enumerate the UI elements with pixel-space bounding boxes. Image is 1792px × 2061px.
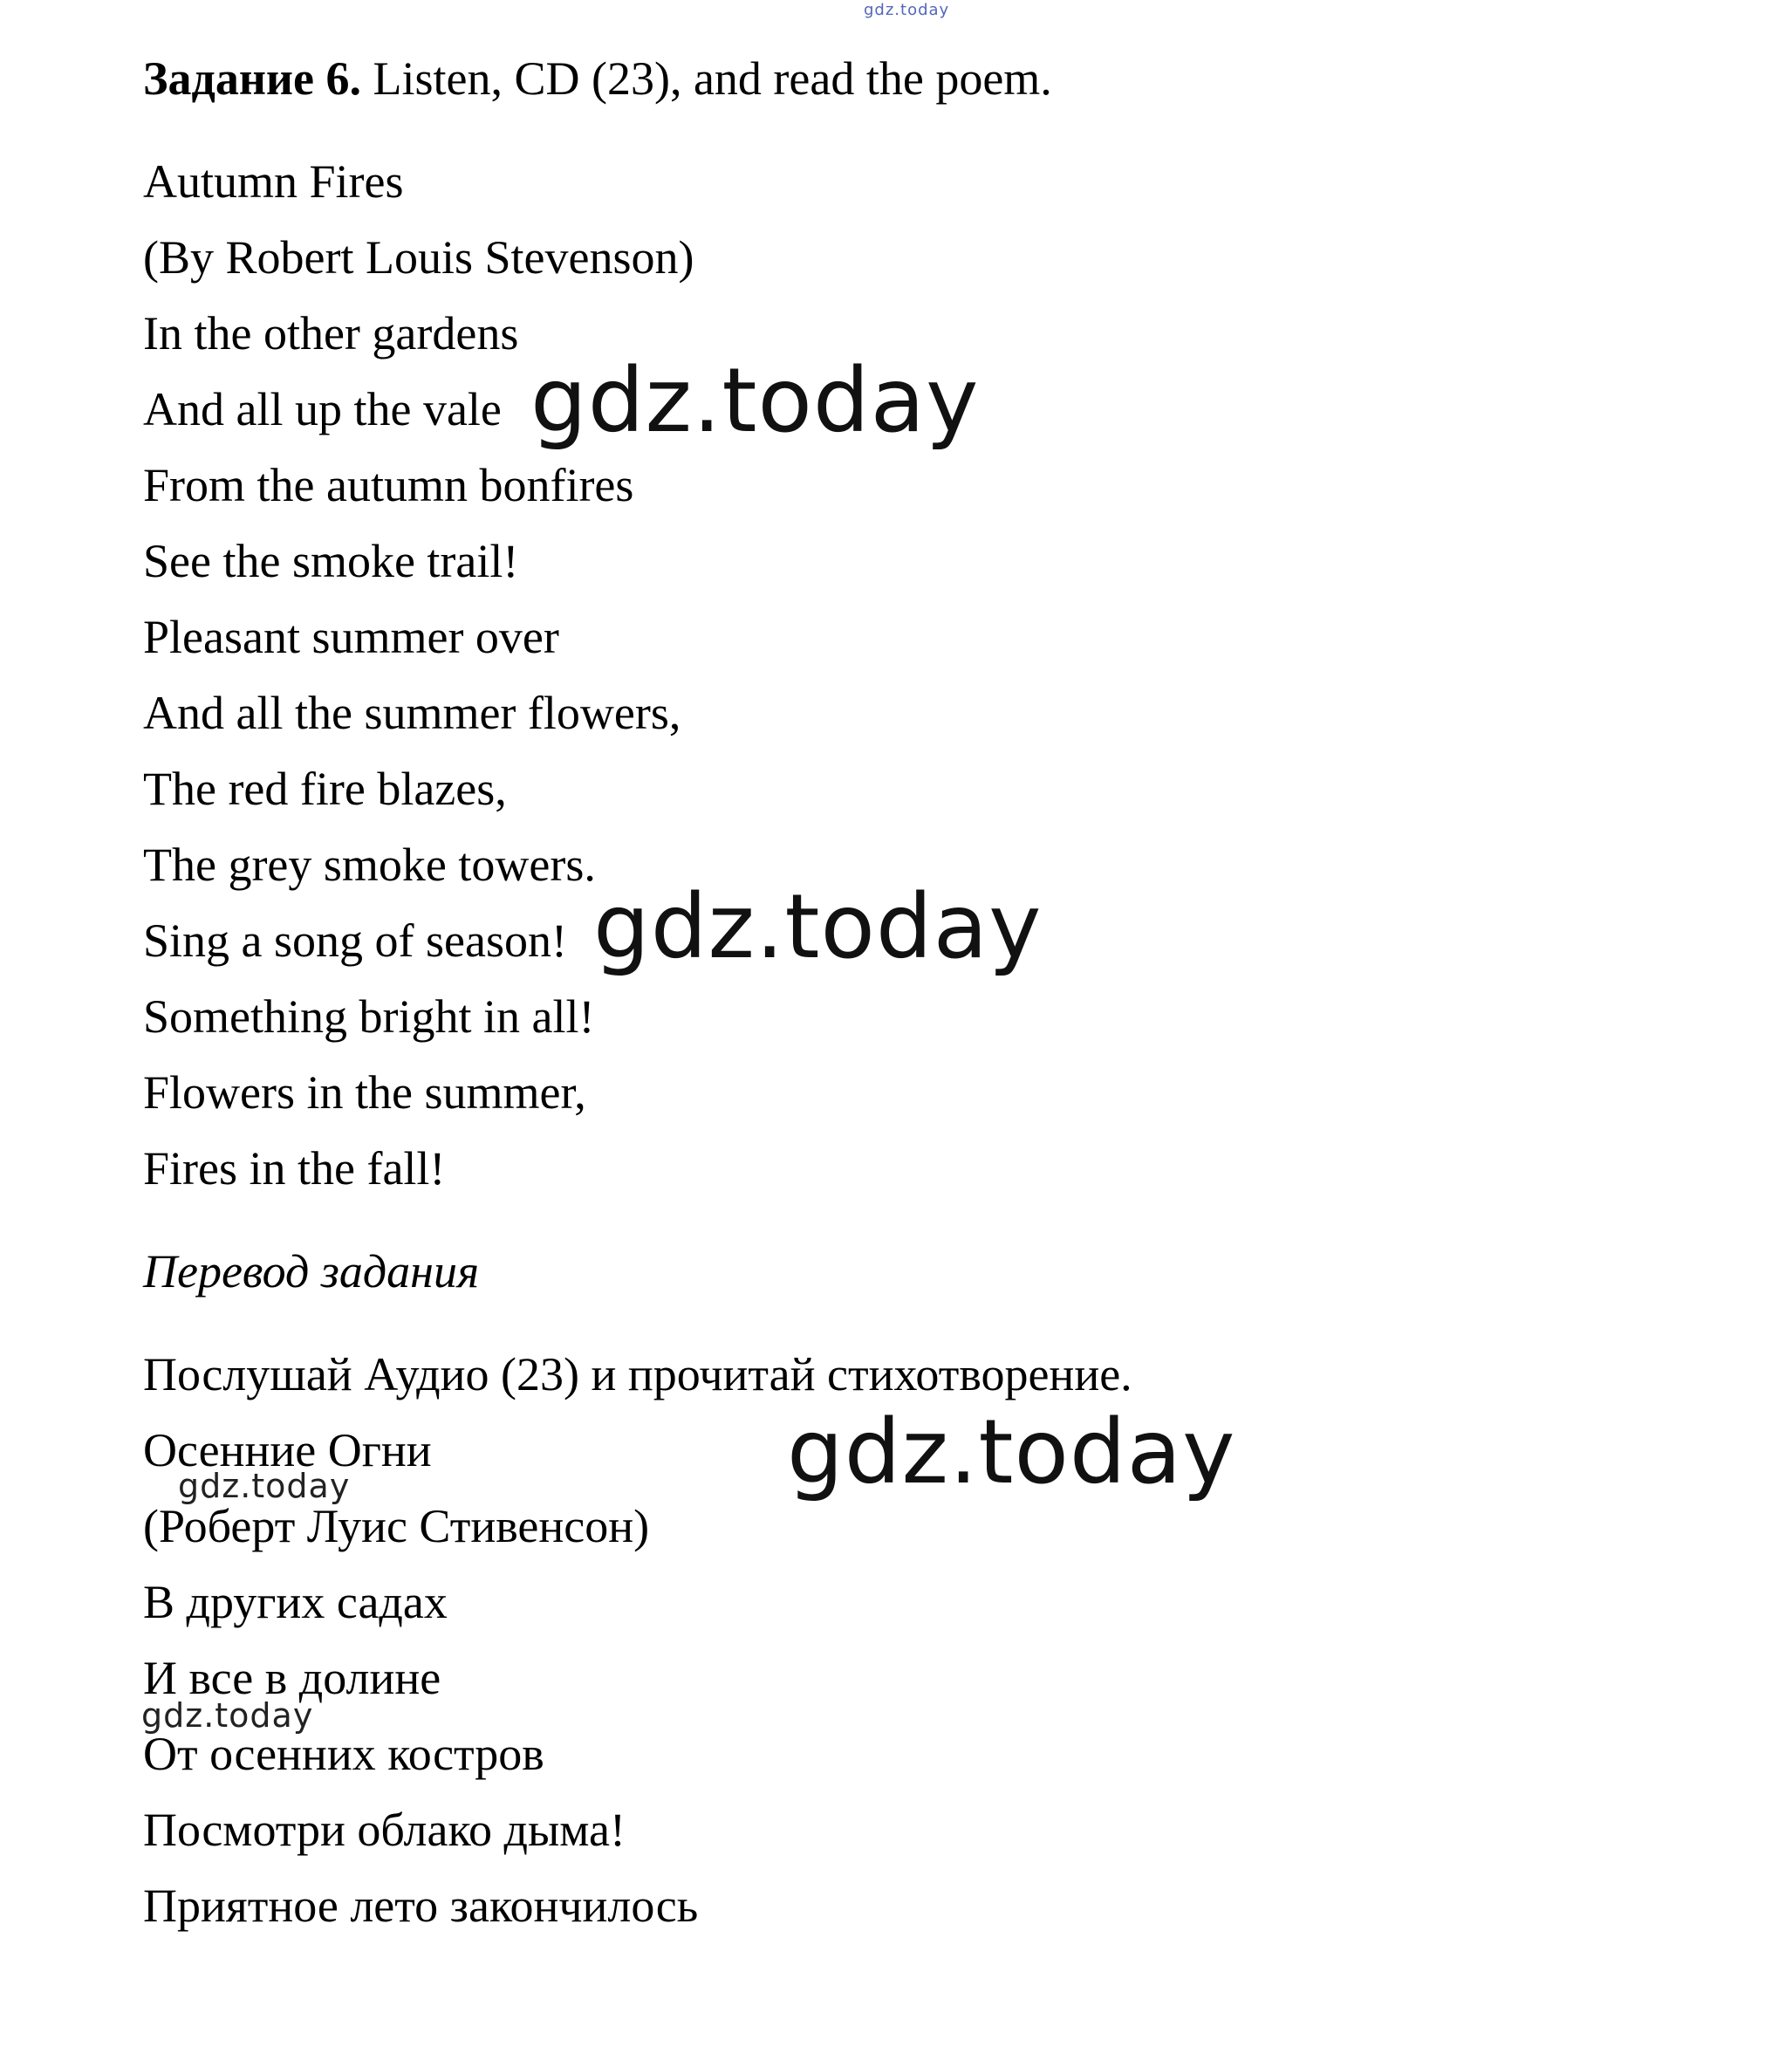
poem-line: Fires in the fall! xyxy=(143,1142,446,1195)
task-label: Задание 6. xyxy=(143,52,362,105)
poem-line: And all up the vale xyxy=(143,383,502,435)
watermark-large: gdz.today xyxy=(593,875,1043,979)
translation-line: Приятное лето закончилось xyxy=(143,1880,699,1932)
translation-line-instruction: Послушай Аудио (23) и прочитай стихотворение. xyxy=(143,1348,1132,1400)
task-heading xyxy=(143,51,1052,106)
poem-line: The grey smoke towers. xyxy=(143,839,596,891)
poem-line: Pleasant summer over xyxy=(143,611,559,663)
watermark-small: gdz.today xyxy=(178,1467,351,1505)
translation-line-author: (Роберт Луис Стивенсон) xyxy=(143,1500,650,1552)
poem-line: From the autumn bonfires xyxy=(143,459,634,511)
translation-line: И все в долине xyxy=(143,1652,441,1704)
translation-line: В других садах xyxy=(143,1576,448,1628)
poem-line: Flowers in the summer, xyxy=(143,1066,586,1119)
poem-line: The red fire blazes, xyxy=(143,763,507,815)
poem-line-author: (By Robert Louis Stevenson) xyxy=(143,231,694,284)
poem-line: In the other gardens xyxy=(143,307,519,359)
watermark-large: gdz.today xyxy=(530,349,980,453)
poem-line: See the smoke trail! xyxy=(143,535,519,587)
watermark-large: gdz.today xyxy=(787,1400,1236,1504)
poem-line: Sing a song of season! xyxy=(143,914,567,967)
poem-line-title: Autumn Fires xyxy=(143,155,404,208)
poem-line: Something bright in all! xyxy=(143,990,595,1043)
translation-line: От осенних костров xyxy=(143,1728,544,1780)
watermark-top: gdz.today xyxy=(864,1,950,19)
poem-line: And all the summer flowers, xyxy=(143,687,681,739)
watermark-small: gdz.today xyxy=(141,1696,314,1735)
translation-line: Посмотри облако дыма! xyxy=(143,1804,626,1856)
translation-heading: Перевод задания xyxy=(143,1245,480,1298)
translation-line-title: Осенние Огни xyxy=(143,1424,432,1476)
task-instruction: Listen, CD (23), and read the poem. xyxy=(361,52,1052,105)
